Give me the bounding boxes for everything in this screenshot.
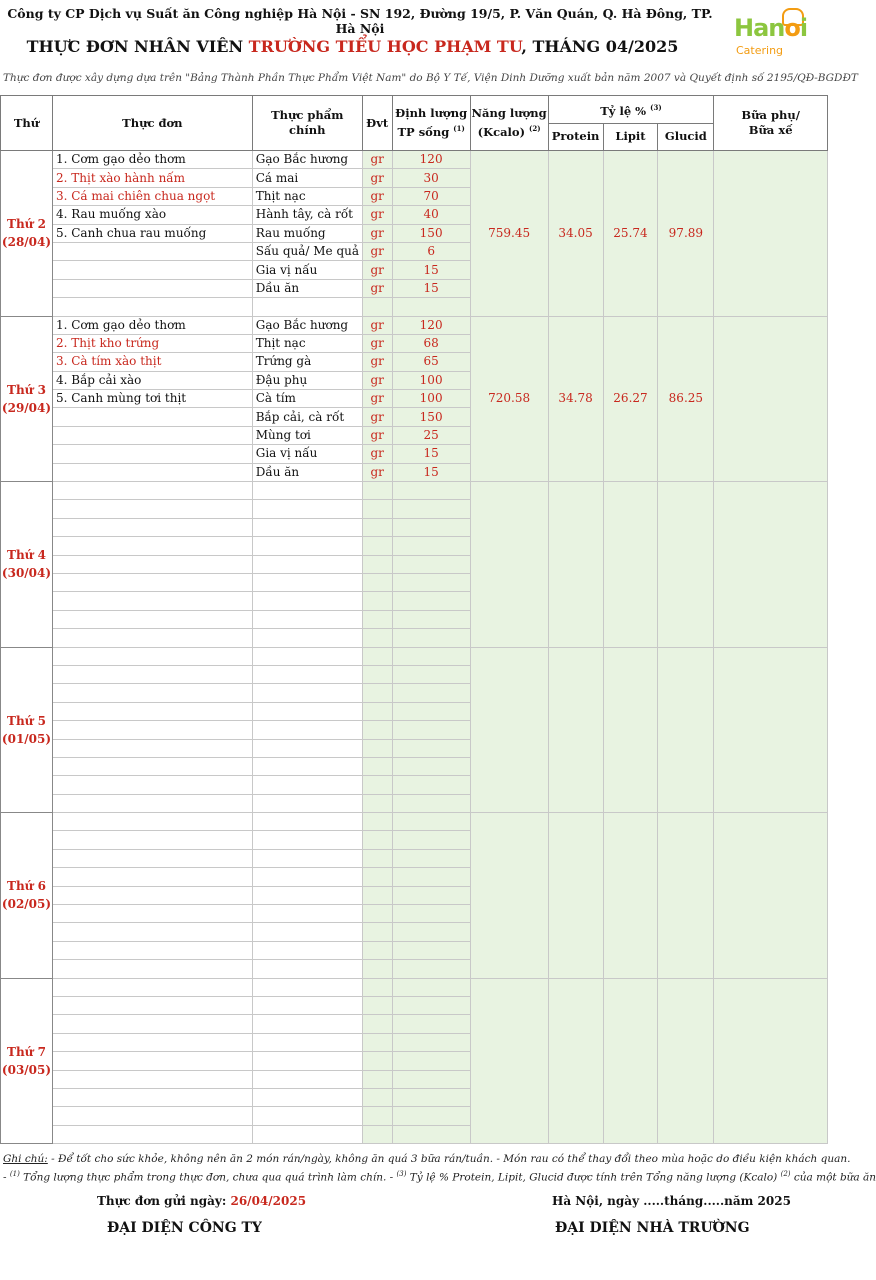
snack-cell (714, 813, 828, 979)
quantity-cell (392, 555, 470, 573)
dish-cell (52, 960, 252, 978)
food-cell (252, 482, 362, 500)
page-title (0, 37, 705, 56)
dish-cell (52, 996, 252, 1014)
unit-cell (362, 537, 392, 555)
quantity-cell (392, 1033, 470, 1051)
food-cell (252, 573, 362, 591)
dish-cell: 5. Canh mùng tơi thịt (52, 390, 252, 408)
dish-cell (52, 794, 252, 812)
quantity-cell (392, 518, 470, 536)
quantity-cell (392, 1107, 470, 1125)
quantity-cell (392, 996, 470, 1014)
quantity-cell: 6 (392, 242, 470, 260)
food-cell (252, 702, 362, 720)
dish-cell: 2. Thịt kho trứng (52, 334, 252, 352)
energy-value (470, 813, 548, 979)
table-row (1, 647, 828, 665)
unit-cell (362, 886, 392, 904)
logo-wordmark: Hanoi (734, 14, 808, 42)
protein-value (548, 813, 603, 979)
food-cell (252, 1015, 362, 1033)
food-cell (252, 610, 362, 628)
dish-cell (52, 629, 252, 647)
unit-cell (362, 647, 392, 665)
unit-cell: gr (362, 206, 392, 224)
quantity-cell (392, 684, 470, 702)
logo-subtext: Catering (736, 44, 784, 57)
quantity-cell (392, 721, 470, 739)
hanoi-catering-logo (732, 8, 818, 60)
table-row (1, 978, 828, 996)
food-cell (252, 923, 362, 941)
quantity-cell: 30 (392, 169, 470, 187)
unit-cell (362, 813, 392, 831)
lipit-value: 25.74 (603, 151, 658, 317)
unit-cell (362, 1125, 392, 1143)
quantity-cell: 15 (392, 463, 470, 481)
day-label: Thứ 2 (28/04) (1, 151, 53, 317)
dish-cell: 1. Cơm gạo dẻo thơm (52, 151, 252, 169)
unit-cell: gr (362, 371, 392, 389)
food-cell (252, 721, 362, 739)
dish-cell (52, 482, 252, 500)
food-cell (252, 813, 362, 831)
food-cell (252, 960, 362, 978)
quantity-cell (392, 960, 470, 978)
header-protein: Protein (548, 123, 603, 151)
food-cell (252, 868, 362, 886)
energy-value: 720.58 (470, 316, 548, 482)
dish-cell (52, 537, 252, 555)
unit-cell (362, 610, 392, 628)
quantity-cell (392, 776, 470, 794)
dish-cell (52, 500, 252, 518)
food-cell (252, 1107, 362, 1125)
unit-cell (362, 831, 392, 849)
day-label: Thứ 7 (03/05) (1, 978, 53, 1144)
header-menu: Thực đơn (52, 96, 252, 151)
dish-cell (52, 426, 252, 444)
dish-cell (52, 831, 252, 849)
quantity-cell (392, 978, 470, 996)
quantity-cell (392, 813, 470, 831)
unit-cell (362, 1088, 392, 1106)
unit-cell: gr (362, 187, 392, 205)
dish-cell (52, 849, 252, 867)
dish-cell (52, 518, 252, 536)
food-cell (252, 537, 362, 555)
quantity-cell (392, 905, 470, 923)
quantity-cell: 70 (392, 187, 470, 205)
unit-cell (362, 776, 392, 794)
title-prefix: THỰC ĐƠN NHÂN VIÊN (26, 37, 249, 56)
dish-cell (52, 610, 252, 628)
header-food: Thực phẩm chính (252, 96, 362, 151)
food-cell: Dầu ăn (252, 463, 362, 481)
table-row (1, 482, 828, 500)
food-cell (252, 1125, 362, 1143)
footnote-definitions: - $^{(1)}$ Tổng lượng thực phẩm trong thực đơn, chưa qua quá trình làm chín. - $^{(3)}$ Tỷ lệ % Protein, Lipit, Glucid được tính trên Tổng năng lượng (Kcalo) $^{(2)}$ của một bữa ăn (3, 1170, 876, 1184)
quantity-cell (392, 298, 470, 316)
day-label: Thứ 4 (30/04) (1, 482, 53, 648)
dish-cell (52, 941, 252, 959)
food-cell: Bắp cải, cà rốt (252, 408, 362, 426)
quantity-cell: 40 (392, 206, 470, 224)
lipit-value (603, 482, 658, 648)
food-cell: Gạo Bắc hương (252, 151, 362, 169)
quantity-cell: 150 (392, 408, 470, 426)
dish-cell (52, 592, 252, 610)
sent-date: Thực đơn gửi ngày: 26/04/2025 (97, 1194, 307, 1208)
quantity-cell: 25 (392, 426, 470, 444)
unit-cell (362, 555, 392, 573)
unit-cell (362, 923, 392, 941)
food-cell: Đậu phụ (252, 371, 362, 389)
snack-cell (714, 316, 828, 482)
protein-value: 34.78 (548, 316, 603, 482)
quantity-cell (392, 1052, 470, 1070)
snack-cell (714, 482, 828, 648)
quantity-cell (392, 647, 470, 665)
food-cell (252, 849, 362, 867)
dish-cell (52, 408, 252, 426)
table-row (1, 316, 828, 334)
unit-cell (362, 482, 392, 500)
food-cell (252, 1033, 362, 1051)
unit-cell (362, 665, 392, 683)
dish-cell (52, 1052, 252, 1070)
title-suffix: , THÁNG 04/2025 (521, 37, 679, 56)
food-cell (252, 794, 362, 812)
header-unit: Đvt (362, 96, 392, 151)
energy-value (470, 647, 548, 813)
quantity-cell (392, 941, 470, 959)
food-cell (252, 500, 362, 518)
food-cell (252, 905, 362, 923)
unit-cell (362, 629, 392, 647)
unit-cell (362, 849, 392, 867)
food-cell: Thịt nạc (252, 187, 362, 205)
dish-cell (52, 298, 252, 316)
unit-cell (362, 996, 392, 1014)
food-cell: Trứng gà (252, 353, 362, 371)
quantity-cell (392, 1015, 470, 1033)
energy-value (470, 482, 548, 648)
quantity-cell (392, 1125, 470, 1143)
dish-cell (52, 886, 252, 904)
header-ratio: Tỷ lệ % $^{(3)}$ (548, 96, 714, 124)
dish-cell (52, 702, 252, 720)
dish-cell (52, 684, 252, 702)
lipit-value (603, 647, 658, 813)
unit-cell (362, 739, 392, 757)
dish-cell (52, 1070, 252, 1088)
food-cell (252, 996, 362, 1014)
food-cell: Thịt nạc (252, 334, 362, 352)
quantity-cell: 15 (392, 261, 470, 279)
unit-cell (362, 1107, 392, 1125)
glucid-value (658, 647, 714, 813)
quantity-cell (392, 849, 470, 867)
unit-cell (362, 960, 392, 978)
quantity-cell: 15 (392, 445, 470, 463)
menu-source-note: Thực đơn được xây dựng dựa trên "Bảng Thành Phần Thực Phẩm Việt Nam" do Bộ Y Tế, Viện Dinh Dưỡng xuất bản năm 2007 và Quyết định số 2195/QĐ-BGDĐT (3, 72, 858, 84)
unit-cell: gr (362, 224, 392, 242)
quantity-cell: 100 (392, 371, 470, 389)
food-cell: Sấu quả/ Me quả (252, 242, 362, 260)
unit-cell: gr (362, 353, 392, 371)
header-quantity: Định lượng TP sống $^{(1)}$ (392, 96, 470, 151)
glucid-value (658, 978, 714, 1144)
food-cell: Cà tím (252, 390, 362, 408)
menu-table (0, 95, 828, 1144)
food-cell (252, 647, 362, 665)
food-cell (252, 629, 362, 647)
dish-cell: 1. Cơm gạo dẻo thơm (52, 316, 252, 334)
quantity-cell (392, 610, 470, 628)
table-row (1, 813, 828, 831)
dish-cell (52, 905, 252, 923)
dish-cell (52, 445, 252, 463)
dish-cell (52, 757, 252, 775)
food-cell (252, 776, 362, 794)
food-cell: Dầu ăn (252, 279, 362, 297)
dish-cell (52, 868, 252, 886)
lipit-value (603, 813, 658, 979)
dish-cell (52, 1107, 252, 1125)
food-cell (252, 978, 362, 996)
quantity-cell (392, 573, 470, 591)
food-cell (252, 592, 362, 610)
unit-cell (362, 1052, 392, 1070)
food-cell (252, 684, 362, 702)
food-cell (252, 831, 362, 849)
place-date: Hà Nội, ngày .....tháng.....năm 2025 (552, 1194, 791, 1208)
dish-cell: 5. Canh chua rau muống (52, 224, 252, 242)
quantity-cell: 150 (392, 224, 470, 242)
header-snack: Bữa phụ/ Bữa xế (714, 96, 828, 151)
energy-value: 759.45 (470, 151, 548, 317)
dish-cell (52, 739, 252, 757)
school-representative: ĐẠI DIỆN NHÀ TRƯỜNG (555, 1220, 750, 1236)
dish-cell (52, 573, 252, 591)
quantity-cell: 100 (392, 390, 470, 408)
dish-cell (52, 261, 252, 279)
protein-value (548, 482, 603, 648)
quantity-cell (392, 500, 470, 518)
unit-cell (362, 684, 392, 702)
snack-cell (714, 647, 828, 813)
dish-cell (52, 463, 252, 481)
quantity-cell (392, 794, 470, 812)
footnote-general: Ghi chú: - Để tốt cho sức khỏe, không nên ăn 2 món rán/ngày, không ăn quá 3 bữa rán/tuần. - Món rau có thể thay đổi theo mùa hoặc do điều kiện khách quan. (3, 1153, 851, 1165)
quantity-cell (392, 868, 470, 886)
quantity-cell: 120 (392, 151, 470, 169)
quantity-cell: 65 (392, 353, 470, 371)
quantity-cell (392, 923, 470, 941)
dish-cell (52, 555, 252, 573)
food-cell: Mùng tơi (252, 426, 362, 444)
day-label: Thứ 6 (02/05) (1, 813, 53, 979)
unit-cell (362, 573, 392, 591)
quantity-cell (392, 537, 470, 555)
unit-cell: gr (362, 242, 392, 260)
unit-cell: gr (362, 408, 392, 426)
dish-cell (52, 279, 252, 297)
food-cell (252, 555, 362, 573)
protein-value (548, 978, 603, 1144)
food-cell (252, 1070, 362, 1088)
dish-cell: 4. Rau muống xào (52, 206, 252, 224)
unit-cell (362, 1033, 392, 1051)
quantity-cell (392, 757, 470, 775)
day-label: Thứ 3 (29/04) (1, 316, 53, 482)
glucid-value: 86.25 (658, 316, 714, 482)
lipit-value: 26.27 (603, 316, 658, 482)
food-cell (252, 665, 362, 683)
food-cell: Rau muống (252, 224, 362, 242)
dish-cell (52, 721, 252, 739)
header-lipit: Lipit (603, 123, 658, 151)
dish-cell (52, 978, 252, 996)
unit-cell (362, 721, 392, 739)
snack-cell (714, 978, 828, 1144)
unit-cell: gr (362, 426, 392, 444)
dish-cell (52, 1125, 252, 1143)
unit-cell (362, 868, 392, 886)
unit-cell (362, 978, 392, 996)
quantity-cell: 15 (392, 279, 470, 297)
food-cell (252, 886, 362, 904)
glucid-value (658, 813, 714, 979)
dish-cell: 2. Thịt xào hành nấm (52, 169, 252, 187)
quantity-cell (392, 1070, 470, 1088)
unit-cell (362, 905, 392, 923)
dish-cell (52, 1033, 252, 1051)
dish-cell: 3. Cà tím xào thịt (52, 353, 252, 371)
unit-cell (362, 518, 392, 536)
energy-value (470, 978, 548, 1144)
dish-cell (52, 813, 252, 831)
quantity-cell (392, 831, 470, 849)
food-cell (252, 298, 362, 316)
food-cell (252, 518, 362, 536)
glucid-value: 97.89 (658, 151, 714, 317)
quantity-cell (392, 886, 470, 904)
table-row (1, 151, 828, 169)
quantity-cell (392, 665, 470, 683)
dish-cell (52, 647, 252, 665)
quantity-cell (392, 1088, 470, 1106)
food-cell (252, 757, 362, 775)
quantity-cell: 68 (392, 334, 470, 352)
unit-cell (362, 298, 392, 316)
unit-cell: gr (362, 463, 392, 481)
dish-cell (52, 776, 252, 794)
quantity-cell (392, 482, 470, 500)
title-school: TRƯỜNG TIỂU HỌC PHẠM TU (248, 37, 522, 56)
quantity-cell (392, 702, 470, 720)
dish-cell (52, 923, 252, 941)
unit-cell (362, 592, 392, 610)
unit-cell (362, 941, 392, 959)
unit-cell (362, 1015, 392, 1033)
dish-cell (52, 242, 252, 260)
food-cell: Gia vị nấu (252, 261, 362, 279)
quantity-cell (392, 739, 470, 757)
unit-cell: gr (362, 279, 392, 297)
company-header: Công ty CP Dịch vụ Suất ăn Công nghiệp Hà Nội - SN 192, Đường 19/5, P. Văn Quán, Q. Hà Đông, TP. Hà Nội (7, 6, 713, 36)
quantity-cell (392, 592, 470, 610)
dish-cell: 4. Bắp cải xào (52, 371, 252, 389)
unit-cell: gr (362, 390, 392, 408)
protein-value (548, 647, 603, 813)
dish-cell (52, 1015, 252, 1033)
quantity-cell (392, 629, 470, 647)
unit-cell: gr (362, 445, 392, 463)
food-cell (252, 941, 362, 959)
unit-cell (362, 702, 392, 720)
lipit-value (603, 978, 658, 1144)
unit-cell (362, 757, 392, 775)
dish-cell (52, 665, 252, 683)
food-cell: Cá mai (252, 169, 362, 187)
food-cell: Hành tây, cà rốt (252, 206, 362, 224)
unit-cell: gr (362, 261, 392, 279)
food-cell (252, 1088, 362, 1106)
food-cell (252, 1052, 362, 1070)
food-cell (252, 739, 362, 757)
protein-value: 34.05 (548, 151, 603, 317)
header-glucid: Glucid (658, 123, 714, 151)
glucid-value (658, 482, 714, 648)
day-label: Thứ 5 (01/05) (1, 647, 53, 813)
snack-cell (714, 151, 828, 317)
dish-cell: 3. Cá mai chiên chua ngọt (52, 187, 252, 205)
unit-cell (362, 500, 392, 518)
unit-cell: gr (362, 169, 392, 187)
unit-cell: gr (362, 151, 392, 169)
company-representative: ĐẠI DIỆN CÔNG TY (107, 1220, 262, 1236)
food-cell: Gạo Bắc hương (252, 316, 362, 334)
unit-cell: gr (362, 334, 392, 352)
unit-cell (362, 794, 392, 812)
quantity-cell: 120 (392, 316, 470, 334)
dish-cell (52, 1088, 252, 1106)
header-day: Thứ (1, 96, 53, 151)
unit-cell (362, 1070, 392, 1088)
header-energy: Năng lượng (Kcalo) $^{(2)}$ (470, 96, 548, 151)
unit-cell: gr (362, 316, 392, 334)
food-cell: Gia vị nấu (252, 445, 362, 463)
